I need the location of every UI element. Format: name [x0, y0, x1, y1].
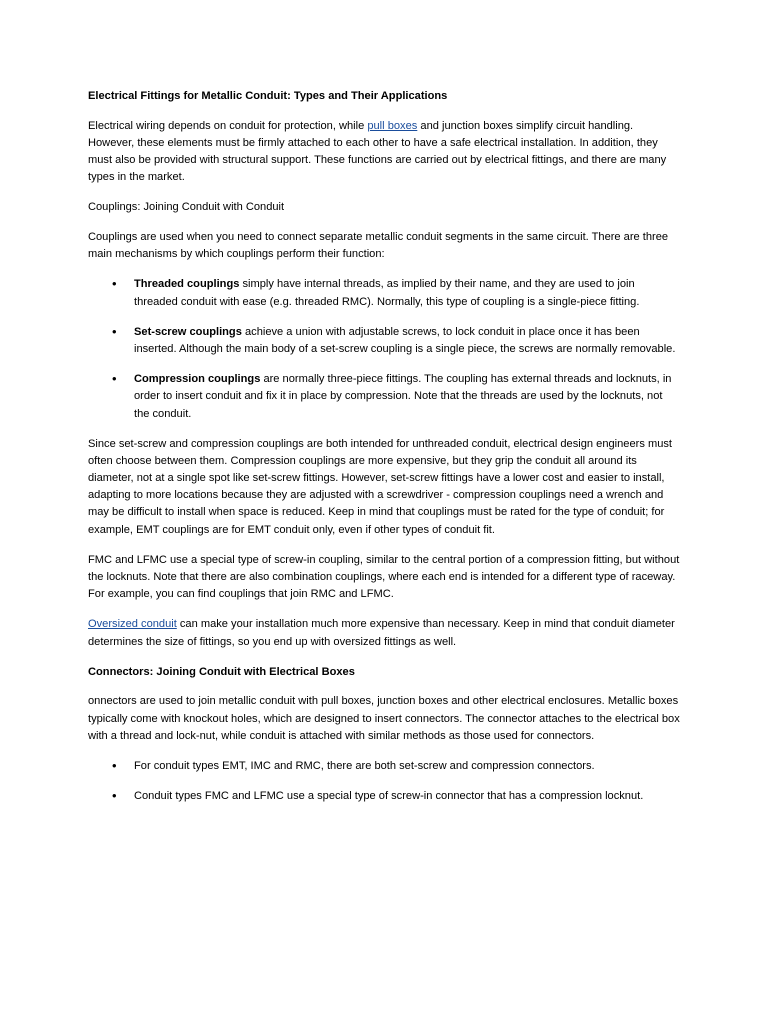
- couplings-bullet-list: [88, 276, 680, 422]
- intro-paragraph: [88, 118, 680, 187]
- connectors-bullet-list: [88, 758, 680, 805]
- list-item: [88, 758, 680, 775]
- pull-boxes-link[interactable]: pull boxes: [367, 119, 418, 132]
- bullet-body-text: achieve a union with adjustable screws, to lock conduit in place once it has been inserted. Although the main body of a set-screw coupling is a single piece, the screws are normally removable.: [134, 325, 676, 355]
- bullet-body-text: Conduit types FMC and LFMC use a special type of screw-in connector that has a compression locknut.: [134, 790, 644, 803]
- fmc-lfmc-paragraph: FMC and LFMC use a special type of screw-in coupling, similar to the central portion of a compression fitting, but without the locknuts. Note that there are also combination couplings, where each end is intended for a different type of raceway. For example, you can find couplings that join RMC and LFMC.: [88, 553, 680, 601]
- bullet-body-text: are normally three-piece fittings. The coupling has external threads and locknuts, in order to insert conduit and fix it in place by compression. Note that the threads are used by the locknuts, not the conduit.: [134, 373, 672, 420]
- intro-text-after-link: and junction boxes simplify circuit handling. However, these elements must be firmly attached to each other to have a safe electrical installation. In addition, they must also be provided with structural support. These functions are carried out by electrical fittings, and there are many types in the market.: [88, 119, 667, 184]
- bullet-marker-icon: •: [112, 371, 117, 387]
- connectors-intro-paragraph: onnectors are used to join metallic conduit with pull boxes, junction boxes and other electrical enclosures. Metallic boxes typically come with knockout holes, which are designed to insert connectors. The connector attaches to the electrical box with a thread and lock-nut, while conduit is attached with similar methods as those used for connectors.: [88, 695, 680, 742]
- bullet-body-text: For conduit types EMT, IMC and RMC, there are both set-screw and compression connectors.: [134, 759, 595, 772]
- bullet-marker-icon: •: [112, 323, 117, 339]
- bullet-marker-icon: •: [112, 788, 117, 804]
- bullet-marker-icon: •: [112, 757, 117, 773]
- bullet-body-text: simply have internal threads, as implied by their name, and they are used to join threaded conduit with ease (e.g. threaded RMC). Normally, this type of coupling is a single-piece fitting.: [134, 278, 640, 308]
- oversized-conduit-paragraph: [88, 616, 680, 650]
- bullet-marker-icon: •: [112, 276, 117, 292]
- section-heading-couplings: Couplings: Joining Conduit with Conduit: [88, 201, 285, 214]
- oversized-conduit-text: can make your installation much more expensive than necessary. Keep in mind that conduit diameter determines the size of fittings, so you end up with oversized fittings as well.: [88, 618, 675, 648]
- oversized-conduit-link[interactable]: Oversized conduit: [88, 618, 177, 631]
- bullet-lead-text: Set-screw couplings: [134, 325, 242, 338]
- bullet-lead-text: Threaded couplings: [134, 278, 240, 291]
- list-item: [88, 276, 680, 310]
- couplings-comparison-paragraph: Since set-screw and compression couplings are both intended for unthreaded conduit, electrical design engineers must often choose between them. Compression couplings are more expensive, but they grip the conduit all around its diameter, not at a single spot like set-screw fittings. However, set-screw fittings have a lower cost and easier to install, adapting to more locations because they are adjusted with a screwdriver - compression couplings need a wrench and may be difficult to install when space is reduced. Keep in mind that couplings must be rated for the type of conduit; for example, EMT couplings are for EMT conduit only, even if other types of conduit fit.: [88, 437, 672, 536]
- couplings-intro-paragraph: Couplings are used when you need to connect separate metallic conduit segments in the same circuit. There are three main mechanisms by which couplings perform their function:: [88, 231, 669, 261]
- list-item: [88, 788, 680, 805]
- page-title: Electrical Fittings for Metallic Conduit: Types and Their Applications: [88, 90, 448, 102]
- bullet-lead-text: Compression couplings: [134, 373, 261, 386]
- list-item: [88, 324, 680, 358]
- document-body: [88, 88, 680, 805]
- section-heading-connectors: Connectors: Joining Conduit with Electrical Boxes: [88, 665, 355, 678]
- intro-text-before-link: Electrical wiring depends on conduit for protection, while: [88, 119, 368, 132]
- list-item: [88, 371, 680, 423]
